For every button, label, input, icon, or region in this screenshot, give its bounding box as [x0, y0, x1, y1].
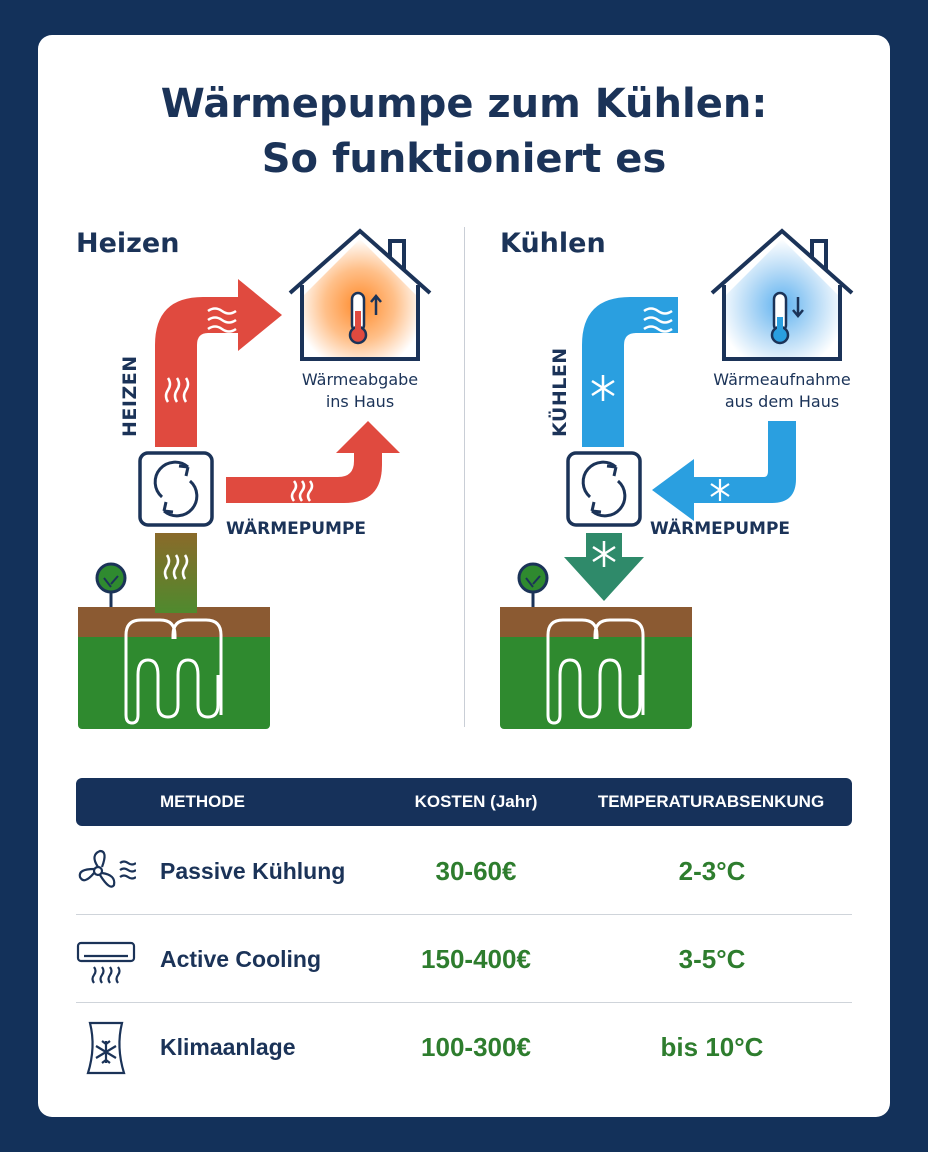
cooling-caption-line-2: aus dem Haus — [724, 392, 840, 411]
infographic-card — [38, 35, 890, 1117]
heating-vertical-label: HEIZEN — [119, 355, 141, 437]
method-cost: 30-60€ — [435, 856, 517, 886]
heating-caption — [280, 369, 440, 413]
heating-ground — [78, 607, 270, 729]
table-row — [76, 1003, 852, 1091]
cooling-caption — [698, 369, 866, 413]
method-temperature: 3-5°C — [678, 944, 746, 974]
table-row — [76, 915, 852, 1003]
method-name: Klimaanlage — [160, 1034, 296, 1060]
heating-diagram — [78, 231, 430, 729]
header-cost: KOSTEN (Jahr) — [414, 792, 538, 811]
cooling-diagram — [500, 231, 852, 729]
method-temperature: 2-3°C — [678, 856, 746, 886]
heating-heading: Heizen — [76, 228, 180, 259]
tree-icon — [519, 564, 547, 607]
heating-main-arrow — [155, 279, 282, 447]
cooling-tower-icon — [76, 1017, 136, 1077]
fan-icon — [76, 841, 136, 901]
cooling-heading: Kühlen — [500, 228, 606, 259]
table-row — [76, 827, 852, 915]
method-name: Passive Kühlung — [160, 858, 346, 884]
title-line-2: So funktioniert es — [261, 136, 667, 182]
heating-pump-label: WÄRMEPUMPE — [226, 519, 367, 539]
header-temperature: TEMPERATURABSENKUNG — [597, 792, 825, 811]
method-temperature: bis 10°C — [660, 1032, 764, 1062]
method-cost: 150-400€ — [421, 944, 531, 974]
cooling-ground — [500, 607, 692, 729]
cooling-main-arrow — [582, 297, 678, 447]
header-method: METHODE — [160, 792, 245, 811]
cooling-pump-label: WÄRMEPUMPE — [650, 519, 791, 539]
title-line-1: Wärmepumpe zum Kühlen: — [160, 81, 768, 127]
cooling-return-arrow — [652, 421, 796, 521]
heating-return-arrow — [226, 421, 400, 503]
method-cost: 100-300€ — [421, 1032, 531, 1062]
heating-house-icon — [290, 231, 430, 359]
heating-caption-line-2: ins Haus — [325, 392, 395, 411]
heating-heat-pump-icon — [140, 453, 212, 525]
cooling-heat-pump-icon — [568, 453, 640, 525]
heating-caption-line-1: Wärmeabgabe — [301, 370, 419, 389]
cooling-vertical-label: KÜHLEN — [549, 347, 571, 437]
method-name: Active Cooling — [160, 946, 322, 972]
table-header — [76, 778, 852, 826]
air-conditioner-icon — [76, 929, 136, 989]
tree-icon — [97, 564, 125, 607]
cooling-caption-line-1: Wärmeaufnahme — [713, 370, 851, 389]
heating-ground-shaft — [155, 533, 197, 613]
cooling-house-icon — [712, 231, 852, 359]
cooling-down-arrow — [564, 533, 644, 601]
